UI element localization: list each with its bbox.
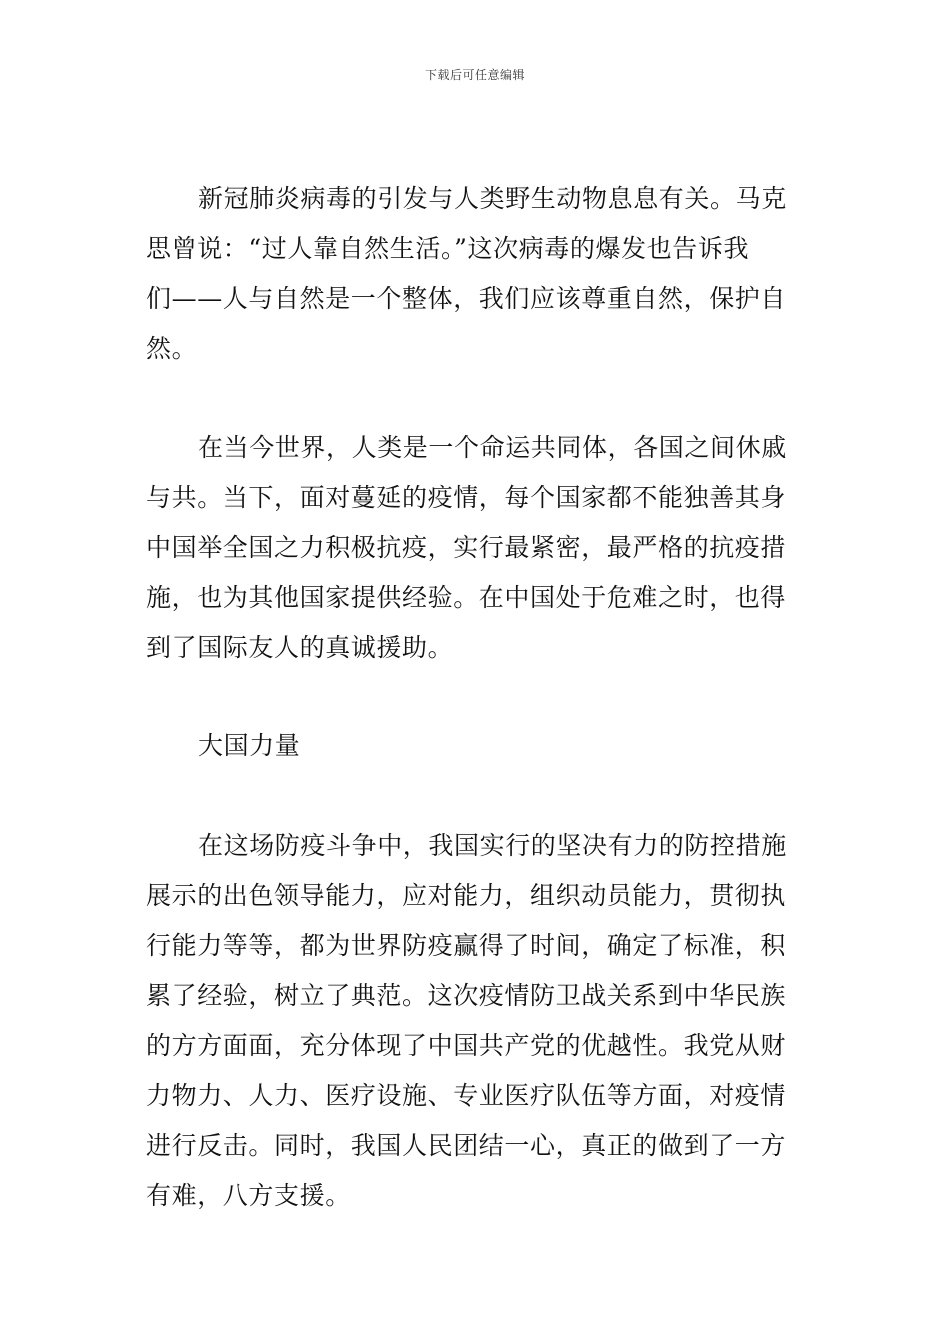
paragraph-strength — [146, 821, 810, 1221]
paragraph-line: 施，也为其他国家提供经验。在中国处于危难之时，也得 — [146, 583, 787, 612]
paragraph-line: 然。 — [146, 334, 198, 363]
paragraph-line: 与共。当下，面对蔓延的疫情，每个国家都不能独善其身 — [146, 483, 787, 512]
paragraph-line: 力物力、人力、医疗设施、专业医疗队伍等方面，对疫情 — [146, 1081, 787, 1110]
paragraph-line: 行能力等等，都为世界防疫赢得了时间，确定了标准，积 — [146, 931, 787, 960]
paragraph-line: 们——人与自然是一个整体，我们应该尊重自然，保护自 — [146, 284, 787, 313]
paragraph-line: 思曾说：“过人靠自然生活。”这次病毒的爆发也告诉我 — [146, 234, 750, 263]
paragraph-line: 展示的出色领导能力，应对能力，组织动员能力，贯彻执 — [146, 881, 787, 910]
paragraph-line: 进行反击。同时，我国人民团结一心，真正的做到了一方 — [146, 1131, 787, 1160]
paragraph-line: 累了经验，树立了典范。这次疫情防卫战关系到中华民族 — [146, 981, 787, 1010]
section-title: 大国力量 — [198, 731, 301, 760]
section-heading — [146, 721, 810, 771]
paragraph-line: 新冠肺炎病毒的引发与人类野生动物息息有关。马克 — [198, 184, 787, 213]
paragraph-community — [146, 423, 810, 673]
paragraph-line: 有难，八方支援。 — [146, 1181, 351, 1210]
paragraph-line: 的方方面面，充分体现了中国共产党的优越性。我党从财 — [146, 1031, 787, 1060]
paragraph-line: 到了国际友人的真诚援助。 — [146, 633, 454, 662]
paragraph-line: 中国举全国之力积极抗疫，实行最紧密，最严格的抗疫措 — [146, 533, 787, 562]
paragraph-nature — [146, 174, 810, 374]
paragraph-line: 在这场防疫斗争中，我国实行的坚决有力的防控措施 — [198, 831, 787, 860]
paragraph-line: 在当今世界，人类是一个命运共同体，各国之间休戚 — [198, 433, 787, 462]
page-header: 下载后可任意编辑 — [424, 68, 525, 82]
